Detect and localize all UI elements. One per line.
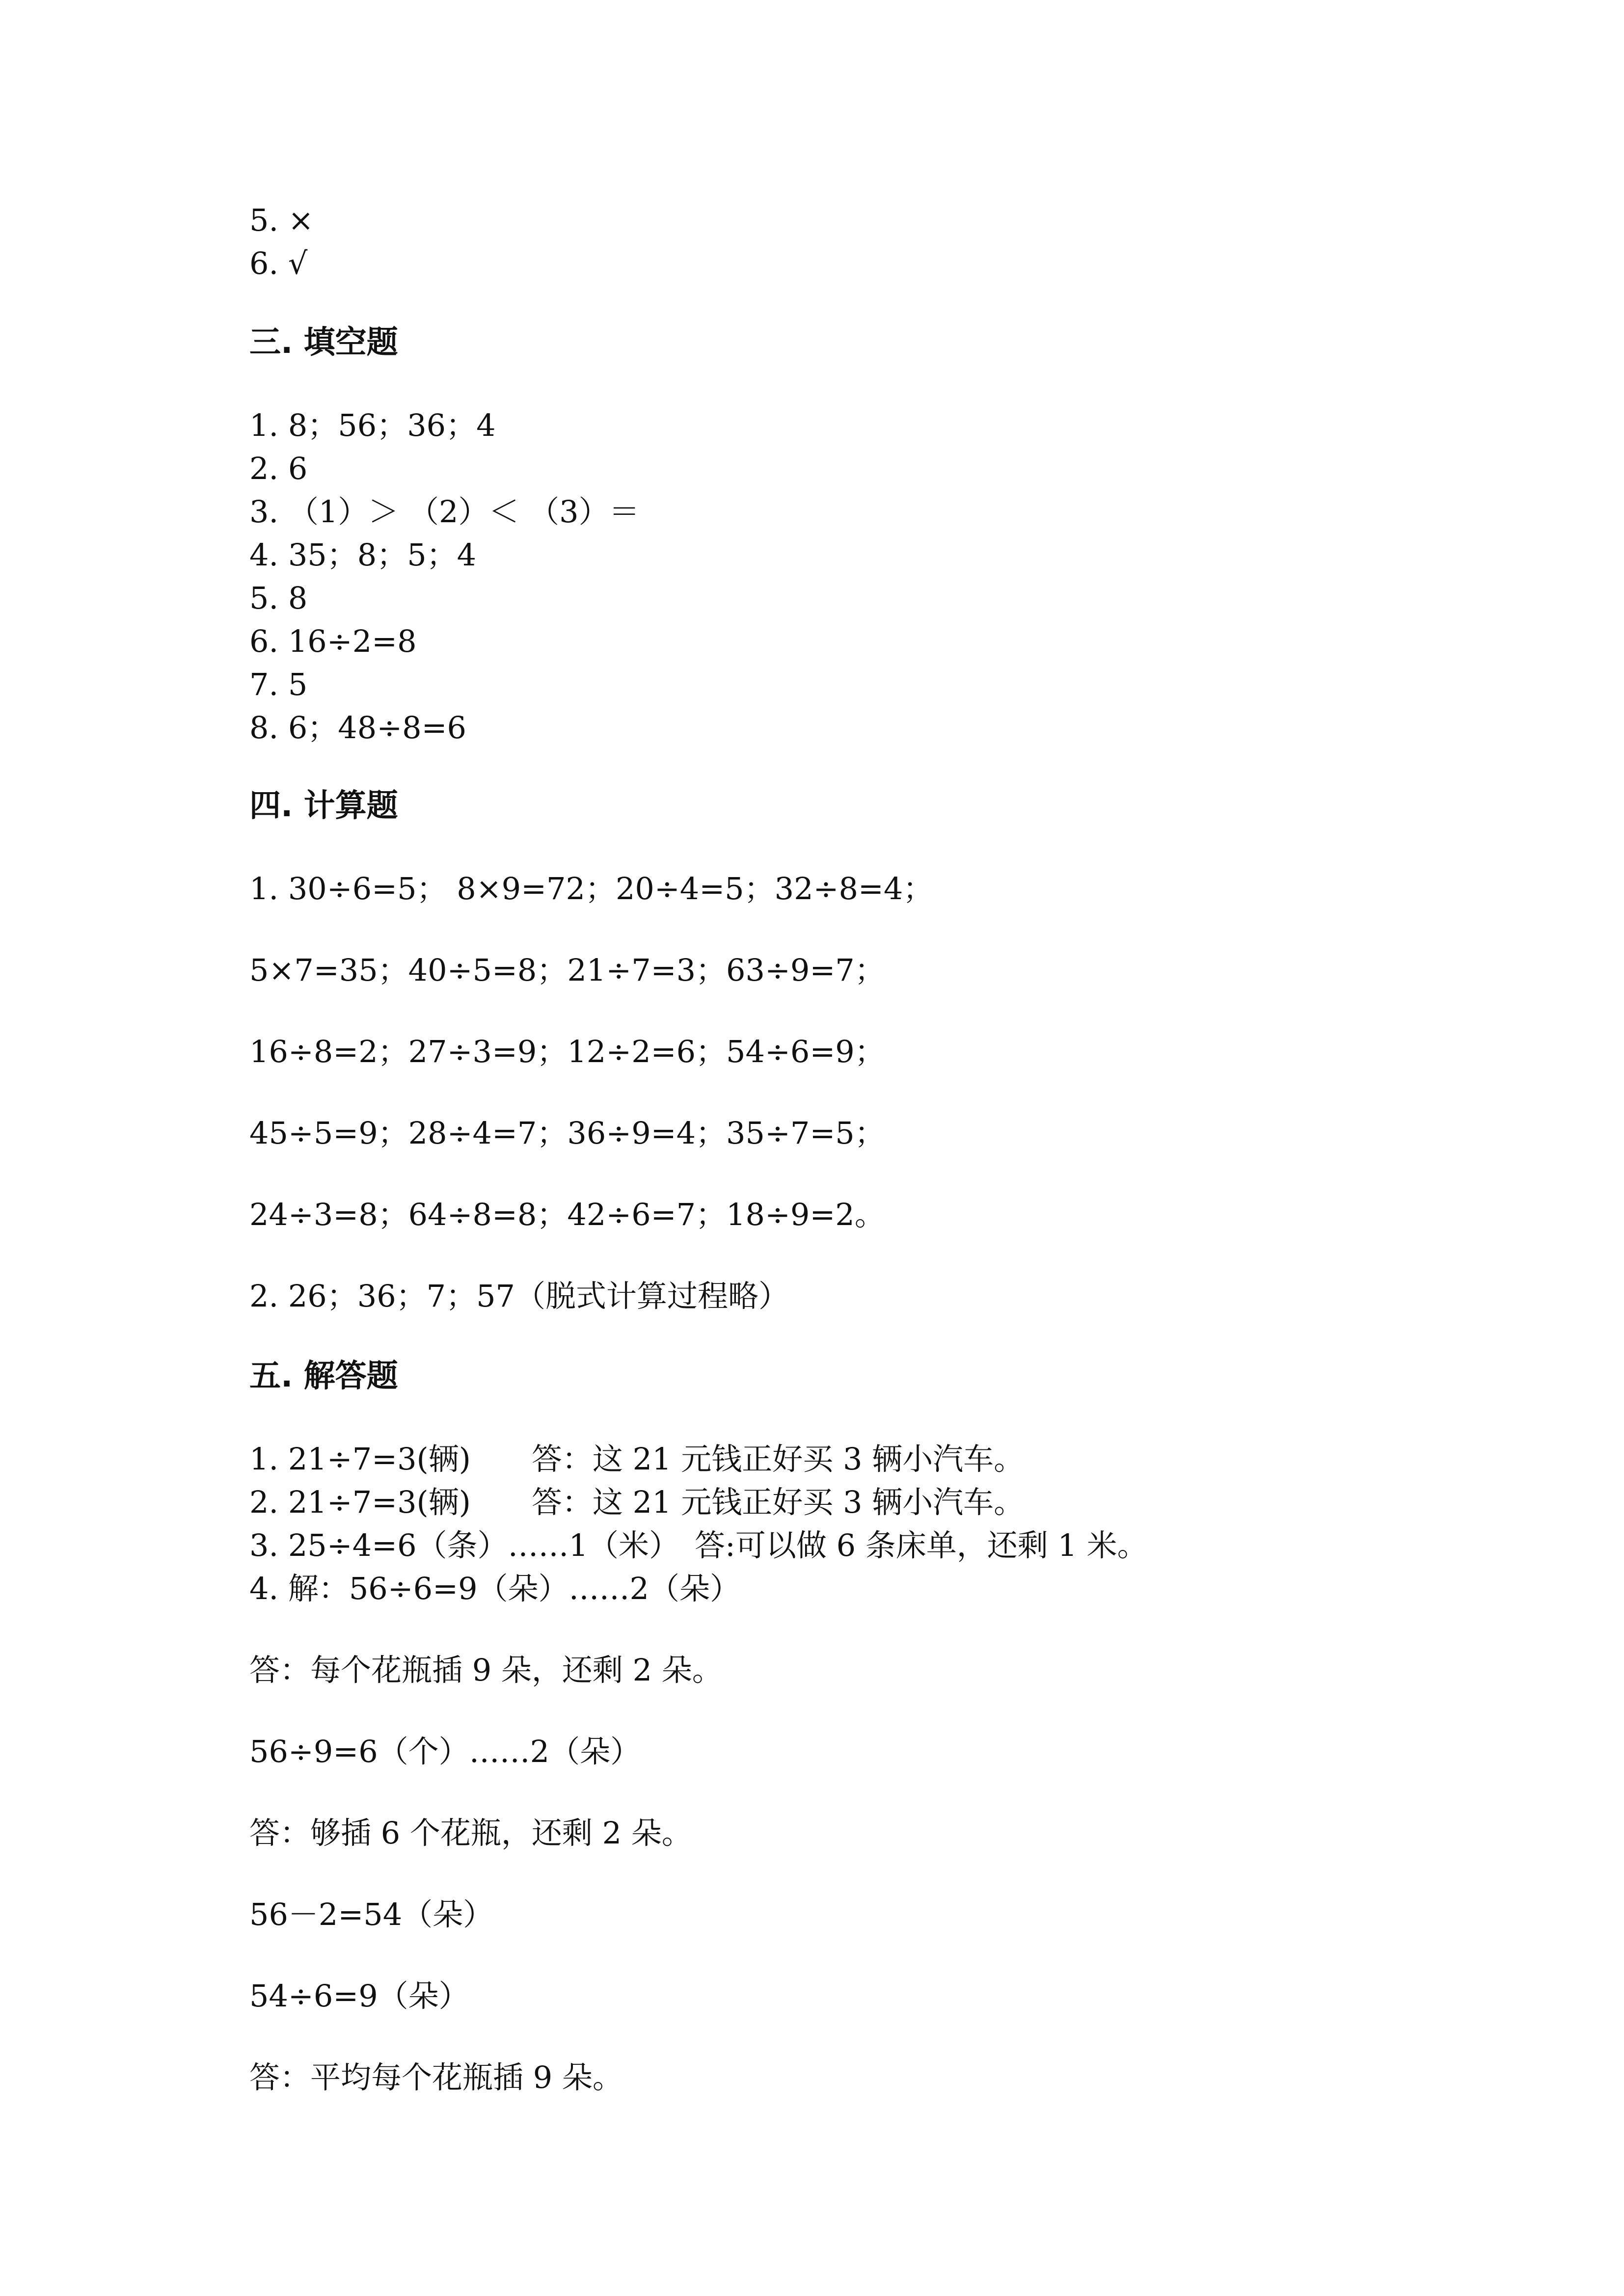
answer-line: 2. 6 bbox=[249, 451, 308, 486]
answer-line: 答：够插 6 个花瓶，还剩 2 朵。 bbox=[249, 1815, 692, 1851]
answer-line: 6. √ bbox=[249, 245, 308, 281]
answer-line: 5. 8 bbox=[249, 580, 308, 616]
answer-line: 1. 21÷7=3(辆) 答：这 21 元钱正好买 3 辆小汽车。 bbox=[249, 1441, 1025, 1477]
answer-line: 1. 8；56；36；4 bbox=[249, 407, 496, 443]
answer-line: 3. 25÷4=6（条）……1（米） 答:可以做 6 条床单，还剩 1 米。 bbox=[249, 1527, 1148, 1563]
answer-line: 7. 5 bbox=[249, 667, 308, 702]
answer-line: 6. 16÷2=8 bbox=[249, 623, 417, 659]
answer-line: 56÷9=6（个）……2（朵） bbox=[249, 1734, 641, 1769]
answer-line: 1. 30÷6=5； 8×9=72；20÷4=5；32÷8=4； bbox=[249, 871, 934, 907]
answer-line: 2. 26；36；7；57（脱式计算过程略） bbox=[249, 1278, 789, 1314]
answer-line: 2. 21÷7=3(辆) 答：这 21 元钱正好买 3 辆小汽车。 bbox=[249, 1484, 1025, 1520]
answer-line: 答：每个花瓶插 9 朵，还剩 2 朵。 bbox=[249, 1652, 723, 1688]
answer-line: 8. 6；48÷8=6 bbox=[249, 710, 466, 746]
answer-line: 45÷5=9；28÷4=7；36÷9=4；35÷7=5； bbox=[249, 1115, 885, 1151]
answer-line: 24÷3=8；64÷8=8；42÷6=7；18÷9=2。 bbox=[249, 1197, 885, 1232]
answer-line: 5×7=35；40÷5=8；21÷7=3；63÷9=7； bbox=[249, 952, 885, 988]
answer-line: 54÷6=9（朵） bbox=[249, 1978, 469, 2014]
section-heading-fill-blank: 三. 填空题 bbox=[249, 324, 398, 361]
section-heading-calculation: 四. 计算题 bbox=[249, 788, 398, 824]
answer-line: 4. 解：56÷6=9（朵）……2（朵） bbox=[249, 1571, 740, 1606]
answer-line: 答：平均每个花瓶插 9 朵。 bbox=[249, 2059, 623, 2095]
section-heading-word-problems: 五. 解答题 bbox=[249, 1358, 398, 1394]
answer-line: 56－2=54（朵） bbox=[249, 1896, 494, 1932]
answer-line: 4. 35；8；5；4 bbox=[249, 537, 477, 573]
answer-line: 5. × bbox=[249, 202, 314, 238]
answer-line: 3. （1）＞ （2）＜ （3）＝ bbox=[249, 494, 640, 530]
answer-line: 16÷8=2；27÷3=9；12÷2=6；54÷6=9； bbox=[249, 1034, 885, 1069]
